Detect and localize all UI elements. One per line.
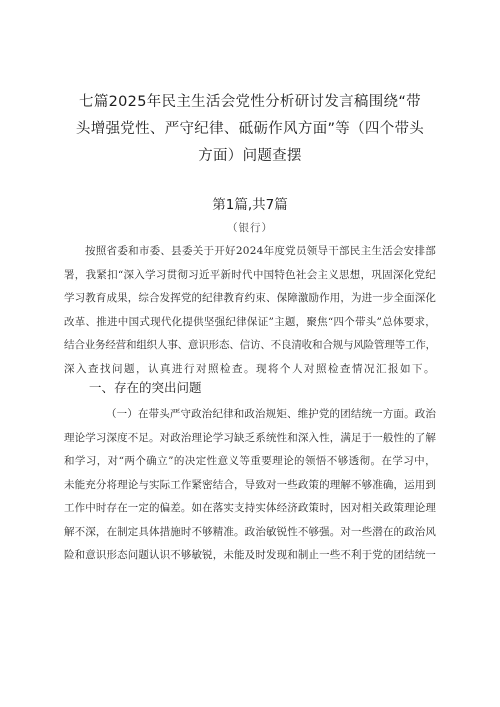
paragraph-line: （一）在带头严守政治纪律和政治规矩、维护党的团结统一方面。政治	[106, 408, 436, 420]
title-line: 头增强党性、严守纪律、砥砺作风方面”等（四个带头	[75, 121, 425, 137]
document-title	[40, 89, 460, 170]
paragraph-line: 改革、推进中国式现代化提供坚强纪律保证”主题，聚焦“四个带头”总体要求，	[64, 315, 436, 328]
subtitle: （银行）	[227, 222, 273, 234]
paragraph-line: 学习教育成果，综合发挥党的纪律教育约束、保障激励作用，为进一步全面深化	[64, 292, 436, 304]
paragraph-line: 深入查找问题，认真进行对照检查。现将个人对照检查情况汇报如下。	[64, 362, 436, 375]
part-heading: 第1篇,共7篇	[212, 197, 288, 213]
intro-paragraph	[64, 240, 436, 381]
paragraph-line: 工作中时存在一定的偏差。如在落实支持实体经济政策时，因对相关政策理论理	[64, 502, 436, 514]
paragraph-line: 结合业务经营和组织人事、意识形态、信访、不良清收和合规与风险管理等工作，	[64, 339, 436, 351]
title-line: 方面）问题查摆	[198, 148, 302, 164]
paragraph-line: 理论学习深度不足。对政治理论学习缺乏系统性和深入性，满足于一般性的了解	[64, 431, 436, 444]
section-heading: 一、存在的突出问题	[89, 380, 202, 395]
paragraph-line: 未能充分将理论与实际工作紧密结合，导致对一些政策的理解不够准确，运用到	[64, 478, 436, 491]
paragraph-line: 和学习，对“两个确立”的决定性意义等重要理论的领悟不够透彻。在学习中，	[64, 455, 436, 467]
paragraph-line: 解不深，在制定具体措施时不够精准。政治敏锐性不够强。对一些潜在的政治风	[64, 525, 436, 538]
paragraph-line: 署，我紧扣“深入学习贯彻习近平新时代中国特色社会主义思想，巩固深化党纪	[64, 268, 436, 281]
paragraph-line: 按照省委和市委、县委关于开好2024年度党员领导干部民主生活会安排部	[85, 245, 436, 257]
section-paragraph	[64, 403, 436, 568]
title-line: 七篇2025年民主生活会党性分析研讨发言稿围绕“带	[79, 94, 421, 110]
paragraph-line: 险和意识形态问题认识不够敏锐，未能及时发现和制止一些不利于党的团结统一	[64, 549, 436, 561]
